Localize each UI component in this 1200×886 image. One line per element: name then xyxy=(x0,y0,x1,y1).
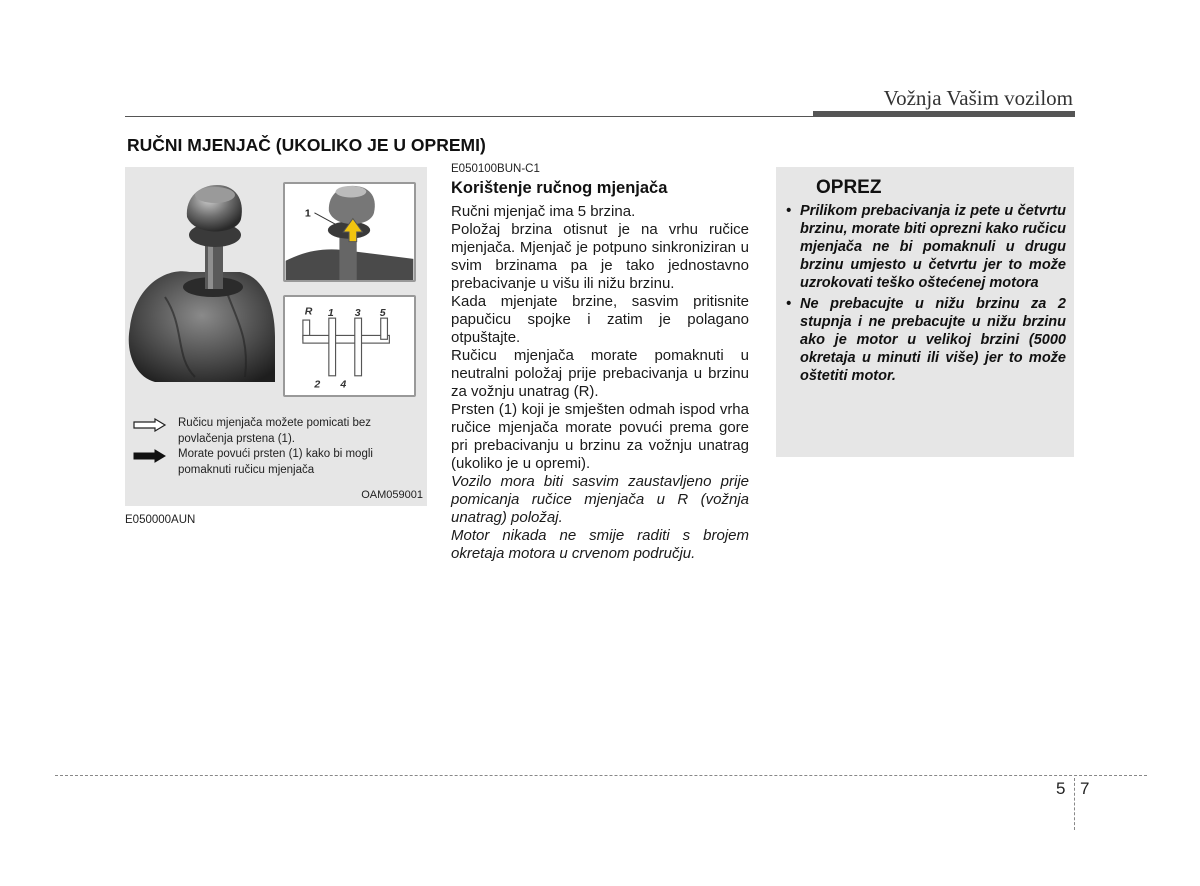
figure-code: OAM059001 xyxy=(361,489,423,501)
ring-callout-number: 1 xyxy=(304,207,311,220)
main-text-column xyxy=(451,163,749,563)
ring-detail-inset xyxy=(283,182,416,282)
chapter-title: Vožnja Vašim vozilom xyxy=(883,86,1073,110)
section-title: RUČNI MJENJAČ (UKOLIKO JE U OPREMI) xyxy=(127,135,486,155)
section-code: E050000AUN xyxy=(125,514,196,526)
gear-label-1: 1 xyxy=(327,307,334,320)
paragraph: Prsten (1) koji je smješten odmah ispod vrha ručice mjenjača morate povući prema gore pri prebacivanju u brzinu za vožnju unatrag (ukoliko je u opremi). xyxy=(451,401,749,472)
caution-item-text: Prilikom prebacivanja iz pete u četvrtu brzinu, morate biti oprezni kako ručicu mjenjača ne bi pomaknuli u drugu brzinu umjesto u četvrtu jer to može uzrokovati teško oštećenej motora xyxy=(800,203,1066,291)
gear-label-5: 5 xyxy=(379,307,386,320)
chapter-number: 5 xyxy=(1056,779,1066,798)
gear-label-4: 4 xyxy=(340,378,347,391)
gear-label-r: R xyxy=(304,305,313,318)
solid-arrow-icon xyxy=(133,449,167,463)
gear-shift-figure xyxy=(125,167,427,506)
caution-item xyxy=(786,202,1066,292)
paragraph: Ručni mjenjač ima 5 brzina. xyxy=(451,203,636,220)
subsection-heading: Korištenje ručnog mjenjača xyxy=(451,179,668,197)
subsection-code: E050100BUN-C1 xyxy=(451,163,540,175)
bullet-icon: • xyxy=(786,203,792,219)
gear-label-3: 3 xyxy=(354,307,361,320)
header-rule-accent xyxy=(813,111,1075,117)
outline-arrow-icon xyxy=(133,418,167,432)
legend-item-solid xyxy=(133,446,423,480)
page-number: 7 xyxy=(1080,779,1090,798)
page-number-divider xyxy=(1074,778,1075,830)
gear-stick-illustration xyxy=(125,177,285,407)
legend-text: Ručicu mjenjača možete pomicati bez povlačenja prstena (1). xyxy=(178,417,372,445)
header-rule xyxy=(125,116,815,117)
footer-divider xyxy=(55,775,1147,776)
italic-note: Vozilo mora biti sasvim zaustavljeno prije pomicanja ručice mjenjača u R (vožnja unatrag) položaj. xyxy=(451,473,749,526)
paragraph: Kada mjenjate brzine, sasvim pritisnite papučicu spojke i zatim je polagano otpuštajte. xyxy=(451,293,749,346)
paragraph: Ručicu mjenjača morate pomaknuti u neutralni položaj prije prebacivanja u brzinu za vožnju unatrag (R). xyxy=(451,347,749,400)
paragraph: Položaj brzina otisnut je na vrhu ručice mjenjača. Mjenjač je potpuno sinkroniziran u svim brzinama pa je tako jednostavno prebacivanje u višu ili nižu brzinu. xyxy=(451,221,749,292)
bullet-icon: • xyxy=(786,296,792,312)
caution-item-text: Ne prebacujte u nižu brzinu za 2 stupnja i ne prebacujte u nižu brzinu ako je motor u velikoj brzini (5000 okretaja u minuti ili više) jer to može oštetiti motor. xyxy=(800,296,1066,384)
caution-box xyxy=(776,167,1074,457)
gear-label-2: 2 xyxy=(314,378,321,391)
shift-pattern-inset xyxy=(283,295,416,397)
legend-item-outline xyxy=(133,415,423,449)
caution-item xyxy=(786,295,1066,385)
caution-list xyxy=(786,202,1066,388)
caution-title: OPREZ xyxy=(816,177,882,198)
legend-text: Morate povući prsten (1) kako bi mogli pomaknuti ručicu mjenjača xyxy=(178,448,373,476)
italic-note: Motor nikada ne smije raditi s brojem okretaja motora u crvenom području. xyxy=(451,527,749,562)
